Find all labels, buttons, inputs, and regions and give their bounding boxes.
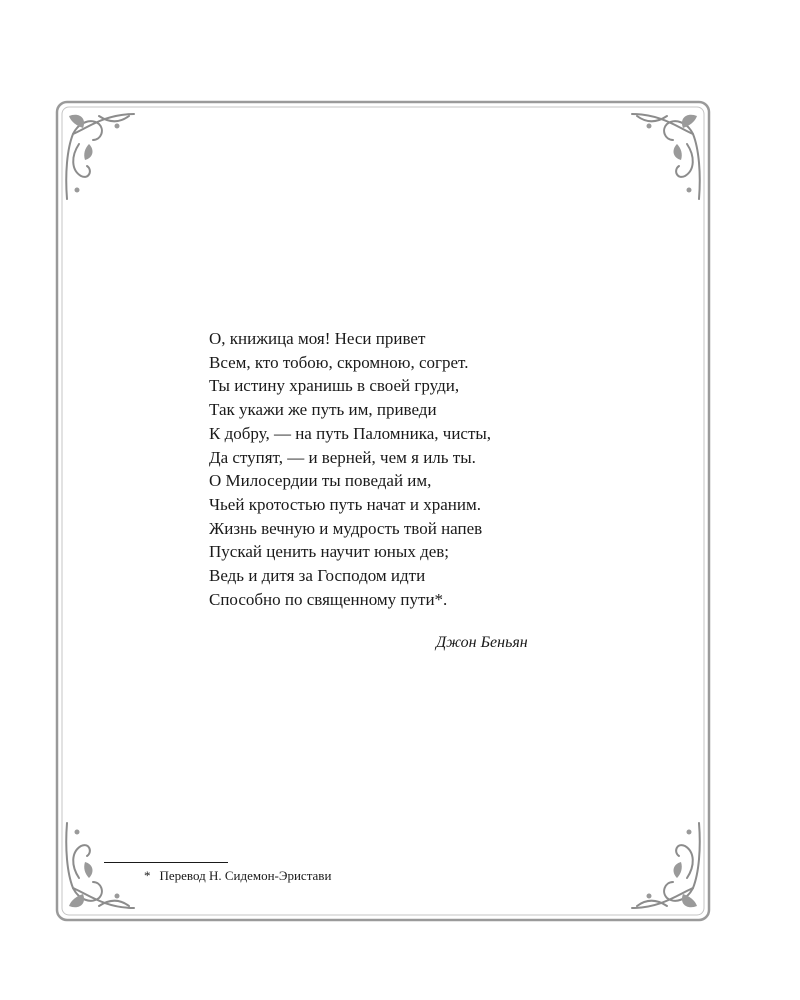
corner-ornament-icon <box>59 104 139 204</box>
poem-line: Всем, кто тобою, скромною, согрет. <box>209 352 469 372</box>
poem-line: Так укажи же путь им, приведи <box>209 400 437 420</box>
poem-line: К добру, — на путь Паломника, чисты, <box>209 423 492 443</box>
footnote-mark: * <box>144 868 151 883</box>
poem-line: Ты истину хранишь в своей груди, <box>209 376 460 396</box>
footnote-rule <box>104 862 228 863</box>
poem-line: Жизнь вечную и мудрость твой напев <box>209 518 483 538</box>
poem-line: Чьей кротостью путь начат и храним. <box>209 494 481 514</box>
poem-line: Да ступят, — и верней, чем я иль ты. <box>209 447 476 467</box>
poem-line: Способно по священному пути*. <box>209 589 448 609</box>
corner-ornament-icon <box>627 818 707 918</box>
poem-text <box>209 327 629 611</box>
poem-author: Джон Беньян <box>436 634 528 651</box>
poem-line: О Милосердии ты поведай им, <box>209 471 432 491</box>
footnote <box>144 868 331 884</box>
footnote-text: Перевод Н. Сидемон-Эристави <box>159 868 332 883</box>
poem-line: О, книжица моя! Неси привет <box>209 329 426 348</box>
corner-ornament-icon <box>59 818 139 918</box>
poem-line: Ведь и дитя за Господом идти <box>209 566 426 586</box>
poem-line: Пускай ценить научит юных дев; <box>209 542 450 562</box>
corner-ornament-icon <box>627 104 707 204</box>
